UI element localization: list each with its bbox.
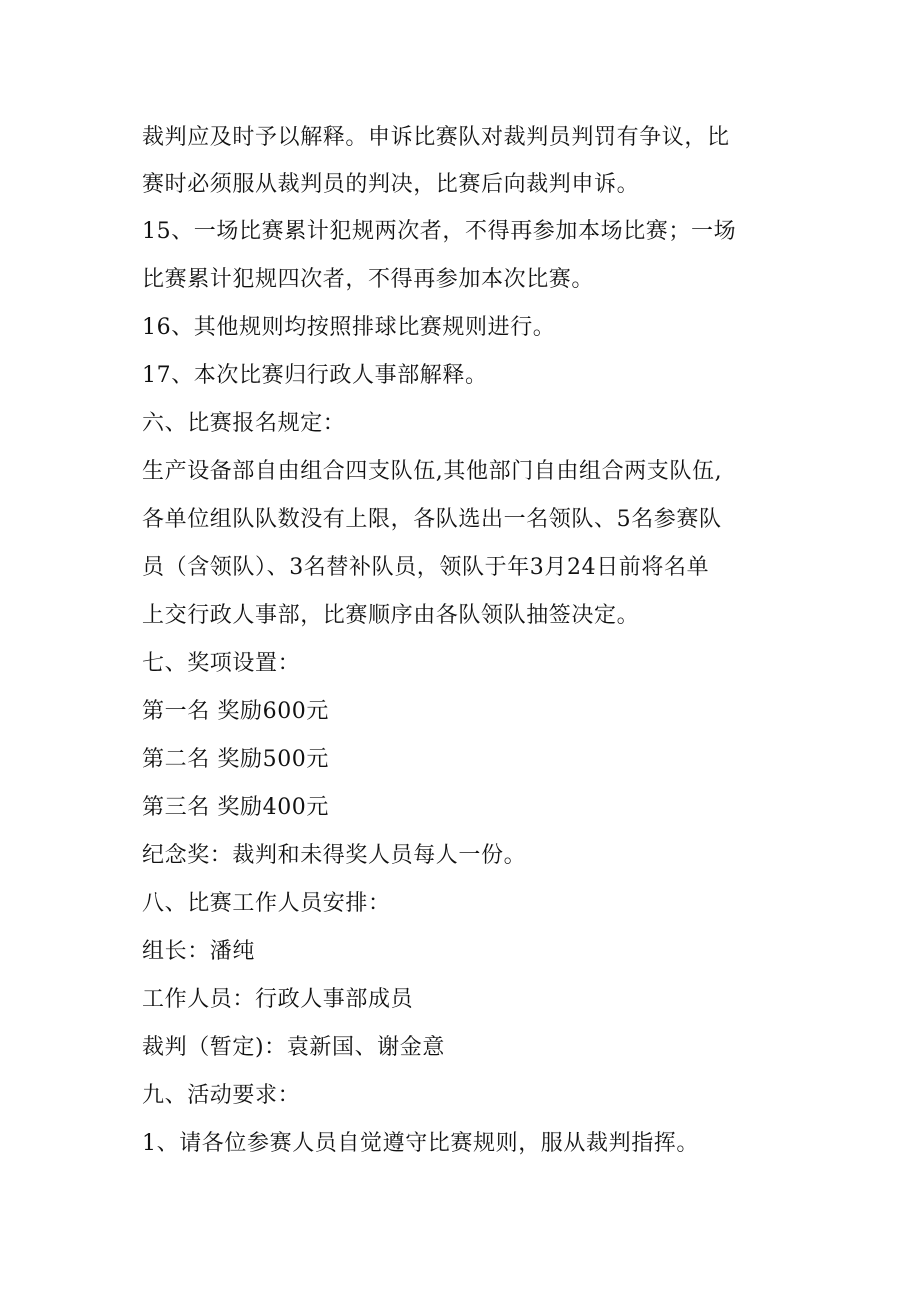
text-line: 纪念奖：裁判和未得奖人员每人一份。 xyxy=(142,843,527,868)
text-line: 裁判（暂定)：袁新国、谢金意 xyxy=(142,1035,445,1060)
text-line: 赛时必须服从裁判员的判决，比赛后向裁判申诉。 xyxy=(142,172,640,197)
text-line: 生产设备部自由组合四支队伍,其他部门自由组合两支队伍, xyxy=(142,459,723,484)
text-line: 上交行政人事部，比赛顺序由各队领队抽签决定。 xyxy=(142,603,640,628)
prize-line: 第二名 奖励500元 xyxy=(142,747,329,772)
text-line: 工作人员：行政人事部成员 xyxy=(142,987,414,1012)
text-line: 员（含领队）、3名替补队员，领队于年3月24日前将名单 xyxy=(142,555,710,580)
section-heading: 九、活动要求： xyxy=(142,1083,301,1108)
text-line: 1、请各位参赛人员自觉遵守比赛规则，服从裁判指挥。 xyxy=(142,1131,699,1156)
section-heading: 六、比赛报名规定： xyxy=(142,411,346,436)
prize-line: 第一名 奖励600元 xyxy=(142,699,329,724)
text-line: 17、本次比赛归行政人事部解释。 xyxy=(142,363,488,388)
text-line: 15、一场比赛累计犯规两次者，不得再参加本场比赛；一场 xyxy=(142,219,737,244)
text-line: 裁判应及时予以解释。申诉比赛队对裁判员判罚有争议，比 xyxy=(142,125,730,150)
section-heading: 七、奖项设置： xyxy=(142,651,301,676)
text-line: 各单位组队队数没有上限，各队选出一名领队、5名参赛队 xyxy=(142,507,722,532)
text-line: 比赛累计犯规四次者，不得再参加本次比赛。 xyxy=(142,267,595,292)
text-line: 16、其他规则均按照排球比赛规则进行。 xyxy=(142,315,556,340)
text-line: 组长：潘纯 xyxy=(142,939,256,964)
prize-line: 第三名 奖励400元 xyxy=(142,795,329,820)
section-heading: 八、比赛工作人员安排： xyxy=(142,891,391,916)
